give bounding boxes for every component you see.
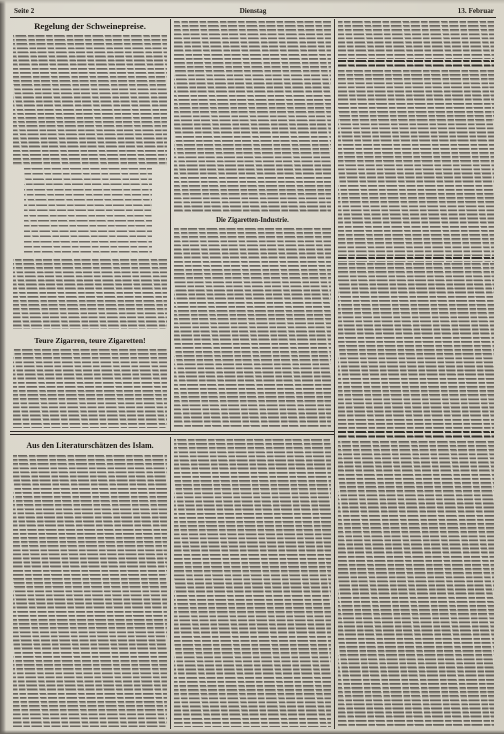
column-rule-right [334,19,335,729]
header-rule [10,17,496,18]
scan-bottom-edge [0,730,504,734]
article-body-text [174,439,331,727]
article-body-text [13,259,167,329]
article-body-text [13,35,167,166]
article-body-text [338,441,494,727]
article-body-text [338,70,494,256]
article-heading-schweinepreise: Regelung der Schweinepreise. [34,21,146,31]
price-table [24,168,152,256]
news-item-lead [338,60,494,69]
article-body-text [174,21,331,213]
news-item-lead [338,257,494,262]
column-rule-left-lower [170,437,171,729]
article-heading-zigarren: Teure Zigarren, teure Zigaretten! [34,336,146,345]
article-body-text [338,21,494,59]
section-divider-rule-bottom [10,434,334,435]
article-body-text [338,263,494,429]
scan-top-edge [0,0,504,4]
page-number-label: Seite 2 [14,7,35,15]
scan-binding-shadow [0,0,6,734]
news-item-lead [338,431,494,440]
article-body-text [174,228,331,428]
section-divider-rule-top [10,431,334,432]
header-date: 13. Februar [457,7,494,15]
article-body-text [13,349,167,428]
column-rule-left [170,19,171,432]
article-body-text [13,455,167,727]
article-heading-islam: Aus den Literaturschätzen des Islam. [26,441,154,450]
header-day: Dienstag [239,7,267,15]
article-heading-industrie: Die Zigaretten-Industrie. [216,217,289,224]
